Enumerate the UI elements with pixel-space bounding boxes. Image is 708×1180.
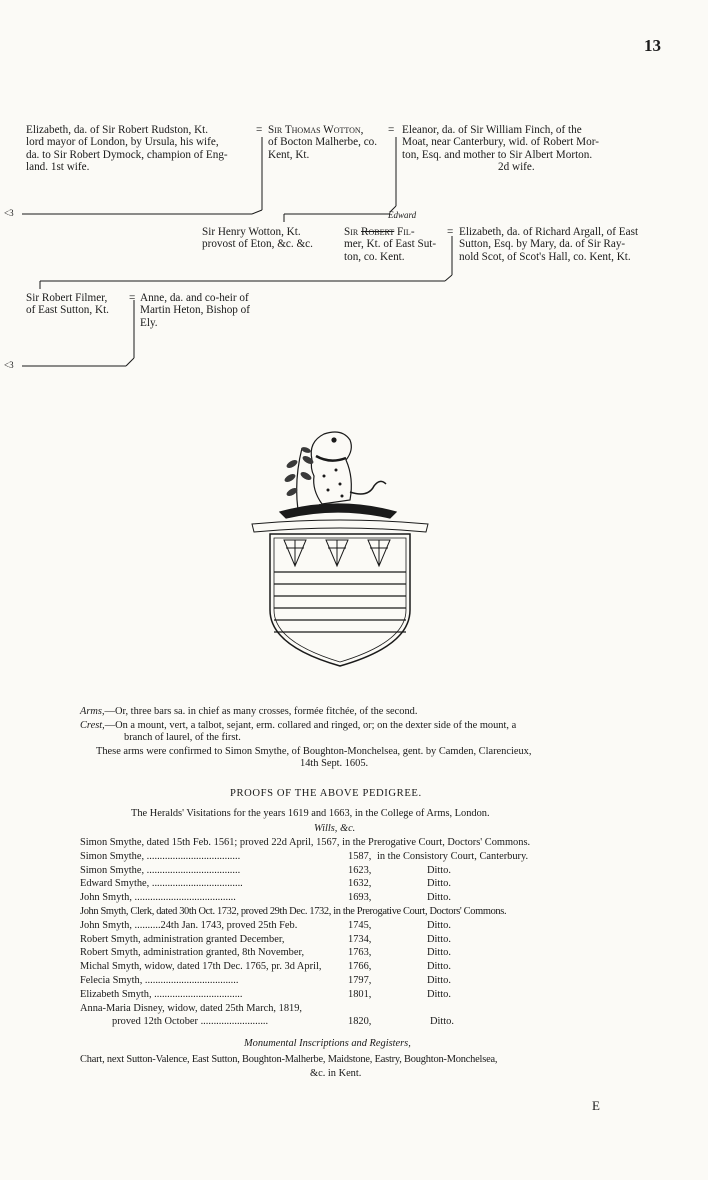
list-item: Michal Smyth, widow, dated 17th Dec. 1765, pr. 3d April, 1766, Ditto.: [80, 961, 451, 973]
list-item: Edward Smythe, ................................... 1632, Ditto.: [80, 878, 451, 890]
entry-line: Eleanor, da. of Sir William Finch, of the: [402, 124, 582, 136]
list-item: Felecia Smyth, .................................... 1797, Ditto.: [80, 974, 451, 986]
robert-filmer-entry: [26, 292, 109, 317]
list-item: Robert Smyth, administration granted December, 1734, Ditto.: [80, 933, 451, 945]
signature-mark: E: [592, 1098, 600, 1113]
entry-line: of Bocton Malherbe, co.: [268, 136, 378, 149]
list-item: John Smyth, Clerk, dated 30th Oct. 1732, proved 29th Dec. 1732, in the Prerogative Court, Doctors' Commons.: [80, 905, 507, 917]
crest-blazon: [80, 720, 516, 732]
margin-mark: <3: [4, 360, 14, 370]
elizabeth-rudston-entry: [26, 124, 228, 174]
entry-line: Anne, da. and co-heir of: [140, 292, 249, 304]
marriage-sign: =: [447, 226, 454, 238]
marriage-sign: =: [129, 292, 136, 304]
eleanor-finch-entry: [402, 124, 599, 174]
entry-line: Sir Henry Wotton, Kt.: [202, 226, 301, 238]
marriage-sign: =: [388, 124, 395, 136]
handwritten-correction: Edward: [388, 210, 417, 220]
entry-line: Elizabeth, da. of Sir Robert Rudston, Kt.: [26, 124, 209, 136]
coat-of-arms-illustration: [250, 420, 430, 680]
crest-text: —On a mount, vert, a talbot, sejant, erm. collared and ringed, or; on the dexter side of the mount, a: [104, 720, 517, 731]
entry-line: mer, Kt. of East Sut-: [344, 238, 437, 251]
confirmation-date: 14th Sept. 1605.: [300, 758, 369, 769]
name-prefix: Sir: [344, 226, 359, 238]
monumental-heading: Monumental Inscriptions and Registers,: [244, 1038, 411, 1049]
anne-heton-entry: [140, 292, 250, 329]
thomas-wotton-entry: [268, 124, 377, 161]
name-end: Fil-: [397, 226, 415, 238]
entry-line: Martin Heton, Bishop of: [140, 304, 251, 317]
arms-blazon: [80, 706, 417, 718]
entry-line: Kent, Kt.: [268, 148, 310, 161]
entry-line: land. 1st wife.: [26, 161, 90, 174]
entry-line: Moat, near Canterbury, wid. of Robert Mor-: [402, 136, 599, 149]
entry-line: provost of Eton, &c. &c.: [202, 238, 313, 251]
list-item: Elizabeth Smyth, .................................. 1801, Ditto.: [80, 988, 451, 1000]
entry-line: nold Scot, of Scot's Hall, co. Kent, Kt.: [459, 250, 631, 263]
crest-text-continued: branch of laurel, of the first.: [124, 732, 241, 743]
list-item: Anna-Maria Disney, widow, dated 25th March, 1819,: [80, 1002, 302, 1014]
arms-text: —Or, three bars sa. in chief as many crosses, formée fitchée, of the second.: [104, 706, 418, 717]
entry-line: Sir Robert Filmer,: [26, 292, 108, 304]
person-name: Sir Thomas Wotton,: [268, 124, 364, 136]
places-line-end: &c. in Kent.: [310, 1068, 362, 1079]
confirmation-line: These arms were confirmed to Simon Smythe, of Boughton-Monchelsea, gent. by Camden, Clarencieux,: [96, 746, 532, 757]
entry-line: Sutton, Esq. by Mary, da. of Sir Ray-: [459, 238, 626, 251]
margin-mark: <3: [4, 208, 14, 218]
list-item: proved 12th October .......................... 1820, Ditto.: [112, 1016, 454, 1028]
arms-label: Arms,: [80, 706, 105, 717]
entry-line: da. to Sir Robert Dymock, champion of Eng-: [26, 148, 228, 161]
struck-name: Robert: [361, 226, 395, 238]
page-number: 13: [644, 36, 661, 55]
list-item: Simon Smythe, dated 15th Feb. 1561; proved 22d April, 1567, in the Prerogative Court, Doctors' Commons.: [80, 837, 531, 848]
entry-line: 2d wife.: [498, 161, 535, 174]
list-item: John Smyth, ....................................... 1693, Ditto.: [80, 892, 451, 904]
entry-line: lord mayor of London, by Ursula, his wife,: [26, 136, 219, 149]
entry-line: Ely.: [140, 316, 158, 329]
list-item: Robert Smyth, administration granted, 8th November, 1763, Ditto.: [80, 947, 451, 959]
edward-filmer-entry: [344, 226, 436, 263]
list-item: Simon Smythe, .................................... 1623, Ditto.: [80, 864, 451, 876]
list-item: John Smyth, ..........24th Jan. 1743, proved 25th Feb. 1745, Ditto.: [80, 919, 451, 931]
entry-line: ton, Esq. and mother to Sir Albert Morton.: [402, 148, 593, 161]
wills-heading: Wills, &c.: [314, 823, 356, 834]
elizabeth-argall-entry: [459, 226, 638, 263]
marriage-sign: =: [256, 124, 263, 136]
pedigree-lines: [0, 0, 708, 400]
entry-line: ton, co. Kent.: [344, 250, 405, 263]
wills-list: [80, 837, 600, 1030]
list-item: Simon Smythe, .................................... 1587, in the Consistory Court, Canterbury.: [80, 850, 529, 862]
proofs-heading: PROOFS OF THE ABOVE PEDIGREE.: [230, 788, 422, 799]
places-line: Chart, next Sutton-Valence, East Sutton, Boughton-Malherbe, Maidstone, Eastry, Boughton-Monchelsea,: [80, 1054, 498, 1065]
visitations-line: The Heralds' Visitations for the years 1619 and 1663, in the College of Arms, London.: [131, 808, 490, 819]
entry-line: of East Sutton, Kt.: [26, 304, 109, 317]
entry-line: Elizabeth, da. of Richard Argall, of East: [459, 226, 639, 238]
crest-label: Crest,: [80, 720, 105, 731]
henry-wotton-entry: [202, 226, 313, 251]
